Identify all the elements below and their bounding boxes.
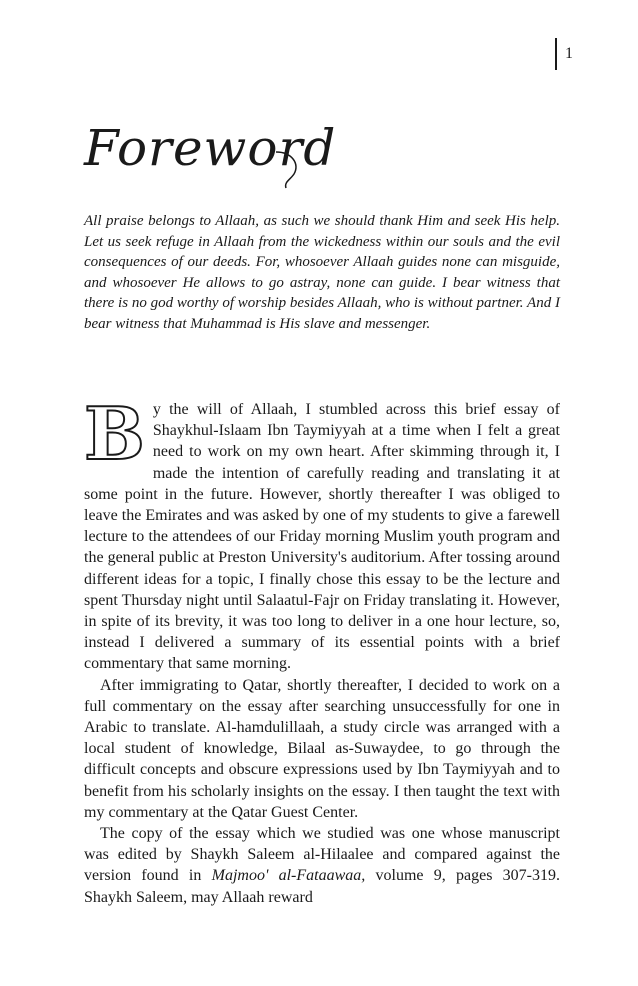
paragraph-3: [84, 823, 560, 908]
drop-cap-letter: B: [84, 391, 145, 476]
paragraph-1-text: y the will of Allaah, I stumbled across this brief essay of Shaykhul-Islaam Ibn Taymiyyah at a time when I felt a great need to work on my own heart. After skimming through it, I made the intention of carefully reading and translating it at some point in the future. However, shortly thereafter I was obliged to leave the Emirates and was asked by one of my students to give a farewell lecture to the attendees of our Friday morning Muslim youth program and the general public at Preston University's auditorium. After tossing around different ideas for a topic, I finally chose this essay to be the lecture and spent Thursday night until Salaatul-Fajr on Friday translating it. However, in spite of its brevity, it was too long to deliver in a one hour lecture, so, instead I delivered a summary of its essential points with a brief commentary that same morning.: [84, 401, 560, 673]
chapter-title: Foreword: [84, 119, 337, 177]
paragraph-1: [84, 391, 560, 675]
title-flourish-ornament: [274, 148, 304, 190]
opening-praise-paragraph: All praise belongs to Allaah, as such we should thank Him and seek His help. Let us seek refuge in Allaah from the wickedness within our souls and the evil consequences of our deeds. For, whosoever Allaah guides none can misguide, and whosoever He allows to go astray, none can guide. I bear witness that there is no god worthy of worship besides Allaah, who is without partner. And I bear witness that Muhammad is His slave and messenger.: [84, 213, 560, 332]
foreword-body: [84, 391, 561, 908]
paragraph-3-text-end: volume 9, pages 307-319. Shaykh Saleem, may Allaah reward: [84, 867, 561, 906]
paragraph-3-text-start: The copy of the essay which we studied was one whose manuscript was edited by Shaykh Saleem al-Hilaalee and compared against the version found in: [84, 825, 560, 885]
book-title-reference: Majmoo' al-Fataawaa,: [211, 867, 366, 885]
page-number: 1: [555, 38, 573, 70]
paragraph-2: After immigrating to Qatar, shortly thereafter, I decided to work on a full commentary on the essay after searching unsuccessfully for one in Arabic to translate. Al-hamdulillaah, a study circle was arranged with a local student of knowledge, Bilaal as-Suwaydee, to go through the difficult concepts and obscure expressions used by Ibn Taymiyyah and to benefit from his scholarly insights on the essay. I then taught the text with my commentary at the Qatar Guest Center.: [84, 676, 560, 821]
